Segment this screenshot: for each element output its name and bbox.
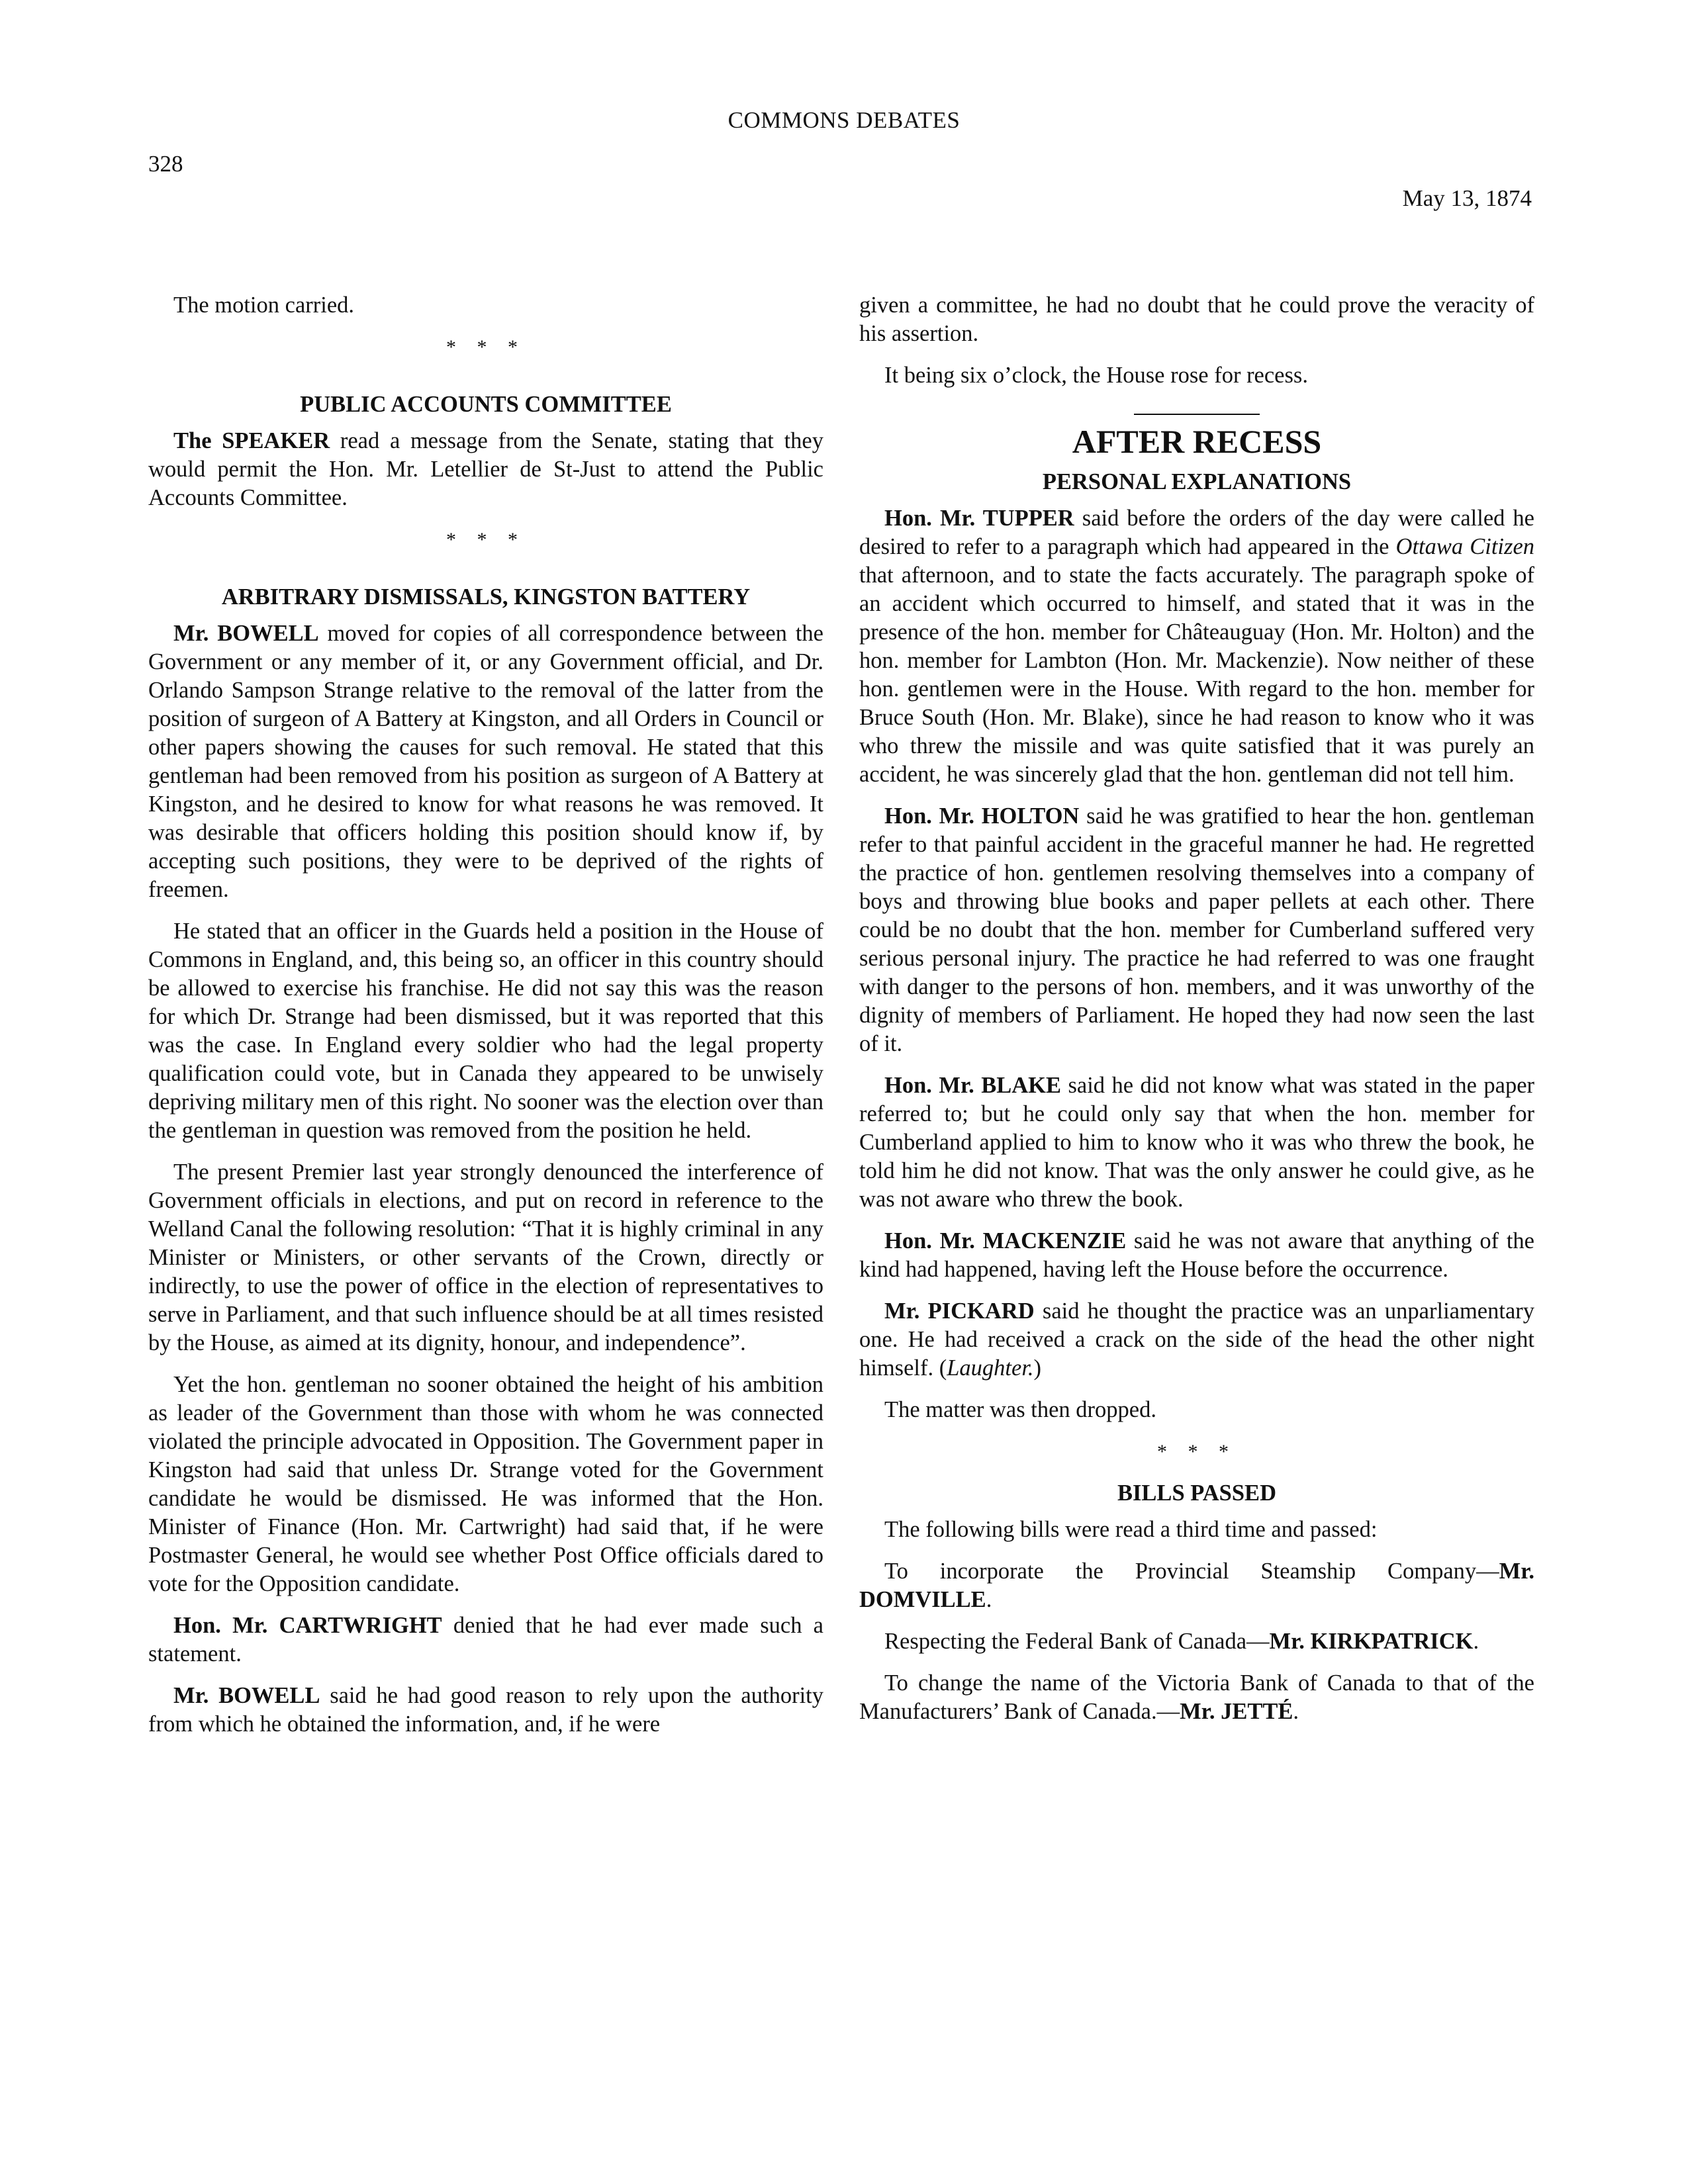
speech-text: denied that he had ever made such a statement. bbox=[148, 1613, 823, 1666]
speech-text: that afternoon, and to state the facts accurately. The paragraph spoke of an accident which occurred to himself, and stated that it was in the presence of the hon. member for Châteauguay (Hon. Mr. Holton) and the hon. member for Lambton (Hon. Mr. Mackenzie). Now neither of these hon. gentlemen were in the House. With regard to the hon. member for Bruce South (Hon. Mr. Blake), since he had reason to know who it was who threw the missile and was quite satisfied that it was purely an accident, he was sincerely glad that the hon. gentleman did not tell him. bbox=[859, 563, 1534, 787]
bill-item bbox=[859, 1557, 1534, 1614]
speech-text: ) bbox=[1033, 1355, 1042, 1381]
speaker-name: The SPEAKER bbox=[173, 428, 330, 453]
heading-personal-explanations: PERSONAL EXPLANATIONS bbox=[1042, 469, 1352, 494]
left-column bbox=[148, 291, 823, 1752]
paragraph-premier: The present Premier last year strongly denounced the interference of Government officials in elections, and put on record in reference to the Welland Canal the following resolution: “That it is highly criminal in any Minister or Ministers, or other servants of the Crown, directly or indirectly, to use the power of office in the election of representatives to serve in Parliament, and that such influence should be at all times resisted by the House, as aimed at its dignity, honour, and independence”. bbox=[148, 1160, 823, 1355]
paragraph-tupper bbox=[859, 504, 1534, 789]
paragraph-motion: The motion carried. bbox=[173, 293, 355, 318]
speech-text: said he was gratified to hear the hon. gentleman refer to that painful accident in the graceful manner he had. He regretted the practice of hon. gentlemen resolving themselves into a company of boys and throwing blue books and paper pellets at each other. There could be no doubt that the hon. member for Cumberland suffered very serious personal injury. The practice he had referred to was one fraught with danger to the persons of hon. members, and it was unworthy of the dignity of members of Parliament. He hoped they had now seen the last of it. bbox=[859, 803, 1534, 1056]
page-date: May 13, 1874 bbox=[1402, 185, 1532, 211]
running-header: COMMONS DEBATES bbox=[727, 107, 961, 133]
paragraph-bills-intro: The following bills were read a third time and passed: bbox=[884, 1517, 1378, 1542]
paragraph-holton bbox=[859, 802, 1534, 1058]
paragraph-cartwright bbox=[148, 1612, 823, 1668]
bill-sponsor: Mr. JETTÉ bbox=[1180, 1699, 1293, 1724]
paragraph-continued: given a committee, he had no doubt that he could prove the veracity of his assertion. bbox=[859, 293, 1534, 346]
section-separator: * * * bbox=[446, 336, 526, 358]
speaker-name: Mr. BOWELL bbox=[173, 1683, 320, 1708]
bill-end: . bbox=[986, 1587, 992, 1612]
right-column bbox=[859, 291, 1534, 1739]
speaker-name: Hon. Mr. BLAKE bbox=[884, 1073, 1061, 1098]
speech-text: said he thought the practice was an unparliamentary one. He had received a crack on the side of the head the other night himself. ( bbox=[859, 1298, 1534, 1381]
bill-item bbox=[859, 1627, 1534, 1656]
speech-text: said he had good reason to rely upon the authority from which he obtained the information, and, if he were bbox=[148, 1683, 823, 1737]
bill-end: . bbox=[1293, 1699, 1299, 1724]
bill-title: Respecting the Federal Bank of Canada— bbox=[884, 1629, 1270, 1654]
speech-text: said he was not aware that anything of the kind had happened, having left the House before the occurrence. bbox=[859, 1228, 1534, 1282]
paragraph-bowell bbox=[148, 619, 823, 904]
speaker-name: Hon. Mr. CARTWRIGHT bbox=[173, 1613, 442, 1638]
newspaper-title: Ottawa Citizen bbox=[1395, 534, 1535, 559]
paragraph-dropped: The matter was then dropped. bbox=[884, 1397, 1156, 1422]
speaker-name: Mr. PICKARD bbox=[884, 1298, 1035, 1324]
speaker-name: Hon. Mr. HOLTON bbox=[884, 803, 1080, 829]
speech-text: said he did not know what was stated in the paper referred to; but he could only say that when the hon. member for Cumberland applied to him to know who it was who threw the book, he told him he did not know. That was the only answer he could give, as he was not aware who threw the book. bbox=[859, 1073, 1535, 1212]
paragraph-guards: He stated that an officer in the Guards held a position in the House of Commons in England, and, this being so, an officer in this country should be allowed to exercise his franchise. He did not say this was the reason for which Dr. Strange had been dismissed, but it was reported that this was the case. In England every soldier who had the legal property qualification could vote, but in Canada they appeared to be unwisely depriving military men of this right. No sooner was the election over than the gentleman in question was removed from the position he held. bbox=[148, 919, 823, 1143]
speaker-name: Hon. Mr. MACKENZIE bbox=[884, 1228, 1127, 1253]
speaker-name: Mr. BOWELL bbox=[173, 621, 319, 646]
heading-public-accounts: PUBLIC ACCOUNTS COMMITTEE bbox=[300, 392, 672, 417]
bill-title: To change the name of the Victoria Bank of Canada to that of the Manufacturers’ Bank of Canada.— bbox=[859, 1670, 1534, 1724]
bill-title: To incorporate the Provincial Steamship Company— bbox=[884, 1559, 1499, 1584]
bill-sponsor: Mr. KIRKPATRICK bbox=[1269, 1629, 1474, 1654]
stage-direction: Laughter. bbox=[947, 1355, 1034, 1381]
speech-text: moved for copies of all correspondence between the Government or any member of it, or any Government official, and Dr. Orlando Sampson Strange relative to the removal of the latter from the position of surgeon of A Battery at Kingston, and all Orders in Council or other papers showing the causes for such removal. He stated that this gentleman had been removed from his position as surgeon of A Battery at Kingston, and he desired to know for what reasons he was removed. It was desirable that officers holding this position should know if, by accepting such positions, they were to be deprived of the rights of freemen. bbox=[148, 621, 823, 902]
section-separator: * * * bbox=[446, 529, 526, 551]
bill-sponsor: Mr. DOMVILLE bbox=[859, 1559, 1534, 1612]
paragraph-speaker bbox=[148, 427, 823, 512]
section-rule bbox=[1134, 414, 1260, 415]
speech-text: read a message from the Senate, stating that they would permit the Hon. Mr. Letellier de St-Just to attend the Public Accounts Committee. bbox=[148, 428, 823, 510]
bill-item bbox=[859, 1669, 1534, 1726]
paragraph-bowell-reply bbox=[148, 1682, 823, 1739]
heading-arbitrary-dismissals: ARBITRARY DISMISSALS, KINGSTON BATTERY bbox=[221, 584, 751, 610]
speech-text: said before the orders of the day were called he desired to refer to a paragraph which had appeared in the bbox=[859, 506, 1534, 559]
paragraph-recess: It being six o’clock, the House rose for recess. bbox=[884, 363, 1308, 388]
section-separator: * * * bbox=[1157, 1441, 1237, 1463]
bill-end: . bbox=[1473, 1629, 1479, 1654]
paragraph-pickard bbox=[859, 1297, 1534, 1383]
paragraph-mackenzie bbox=[859, 1227, 1534, 1284]
paragraph-yet: Yet the hon. gentleman no sooner obtained the height of his ambition as leader of the Government than those with whom he was connected violated the principle advocated in Opposition. The Government paper in Kingston had said that unless Dr. Strange voted for the Government candidate he would be dismissed. He was informed that the Hon. Minister of Finance (Hon. Mr. Cartwright) had said that, if he were Postmaster General, he would see whether Post Office officials dared to vote for the Opposition candidate. bbox=[148, 1372, 823, 1596]
page-number: 328 bbox=[148, 151, 183, 177]
heading-bills-passed: BILLS PASSED bbox=[1117, 1480, 1276, 1506]
paragraph-blake bbox=[859, 1071, 1534, 1214]
speaker-name: Hon. Mr. TUPPER bbox=[884, 506, 1074, 531]
heading-after-recess: AFTER RECESS bbox=[1072, 423, 1322, 460]
